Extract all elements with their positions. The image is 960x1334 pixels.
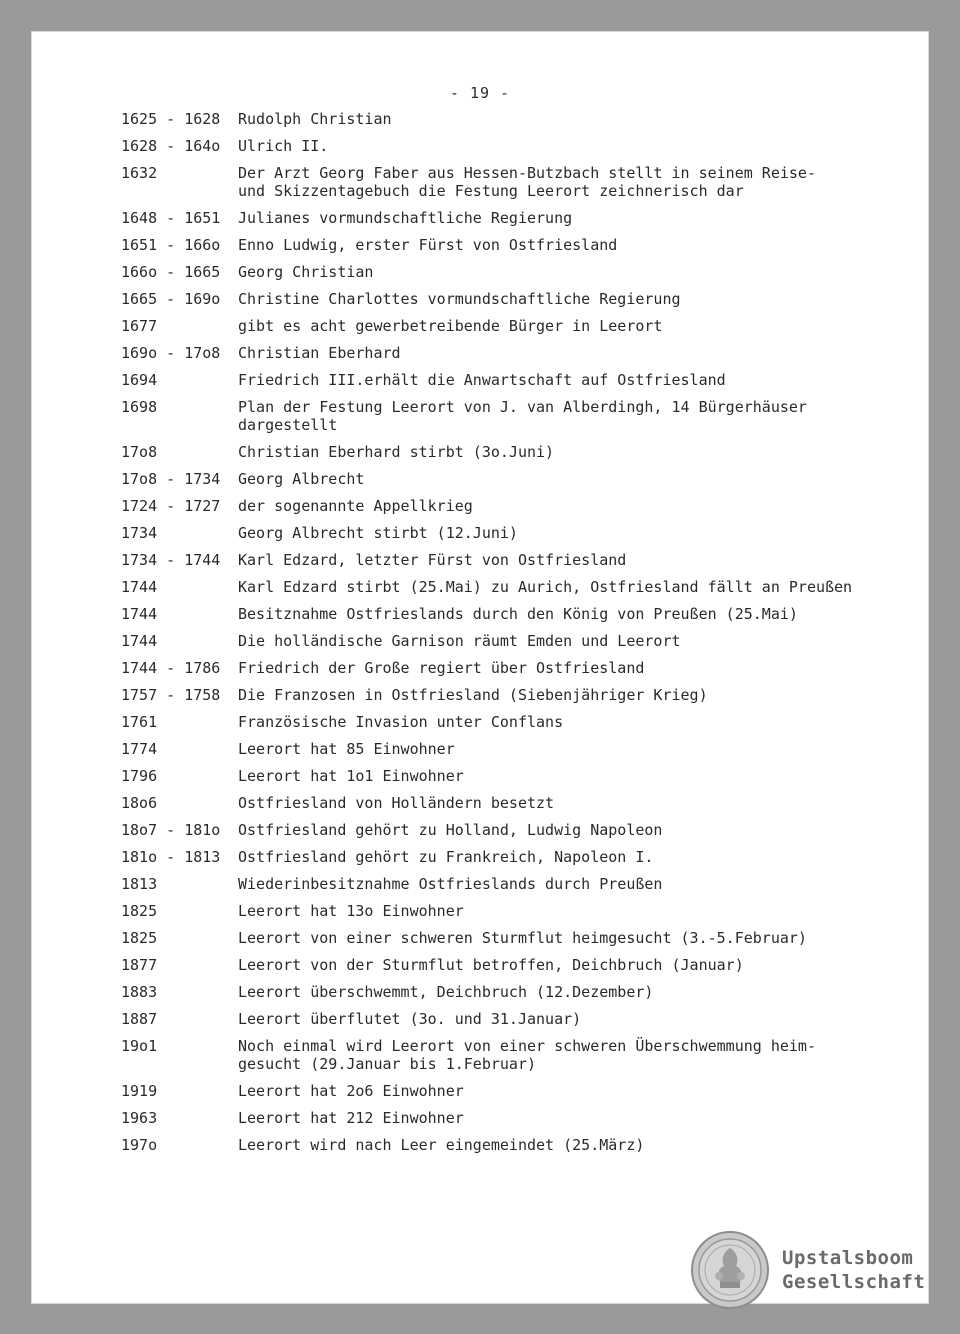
- chronology-entry: [121, 137, 861, 155]
- chronology-entry: [121, 956, 861, 974]
- chronology-entry: [121, 524, 861, 542]
- chronology-entry: [121, 794, 861, 812]
- entry-event: Karl Edzard, letzter Fürst von Ostfriesland: [238, 551, 627, 569]
- entry-date: 1887: [121, 1010, 158, 1028]
- entry-event: Leerort hat 212 Einwohner: [238, 1109, 464, 1127]
- entry-event: Leerort überschwemmt, Deichbruch (12.Dezember): [238, 983, 654, 1001]
- chronology-entry: [121, 902, 861, 920]
- entry-event: Ostfriesland gehört zu Frankreich, Napoleon I.: [238, 848, 654, 866]
- chronology-entry: [121, 317, 861, 335]
- entry-event: Georg Albrecht: [238, 470, 365, 488]
- entry-date: 181o - 1813: [121, 848, 221, 866]
- chronology-entry: [121, 110, 861, 128]
- entry-date: 18o6: [121, 794, 158, 812]
- entry-date: 1877: [121, 956, 158, 974]
- entry-event: Leerort hat 1o1 Einwohner: [238, 767, 464, 785]
- chronology-entry: [121, 713, 861, 731]
- entry-date: 1628 - 164o: [121, 137, 221, 155]
- entry-date: 1724 - 1727: [121, 497, 221, 515]
- chronology-entry: [121, 875, 861, 893]
- entry-date: 1698: [121, 398, 158, 416]
- chronology-entry: [121, 1037, 861, 1073]
- entry-event: Leerort überflutet (3o. und 31.Januar): [238, 1010, 582, 1028]
- entry-event: Ulrich II.: [238, 137, 329, 155]
- entry-event: Rudolph Christian: [238, 110, 392, 128]
- entry-date: 1651 - 166o: [121, 236, 221, 254]
- entry-event: Noch einmal wird Leerort von einer schweren Überschwemmung heim- gesucht (29.Januar bis 1.Februar): [238, 1037, 816, 1073]
- entry-event: Georg Christian: [238, 263, 374, 281]
- entry-event: Christine Charlottes vormundschaftliche Regierung: [238, 290, 681, 308]
- chronology-entry: [121, 659, 861, 677]
- chronology-entry: [121, 290, 861, 308]
- chronology-entry: [121, 209, 861, 227]
- entry-event: Christian Eberhard stirbt (3o.Juni): [238, 443, 555, 461]
- entry-date: 1677: [121, 317, 158, 335]
- entry-event: Wiederinbesitznahme Ostfrieslands durch Preußen: [238, 875, 663, 893]
- entry-date: 1883: [121, 983, 158, 1001]
- entry-event: Ostfriesland gehört zu Holland, Ludwig Napoleon: [238, 821, 663, 839]
- entry-date: 17o8 - 1734: [121, 470, 221, 488]
- entry-date: 1813: [121, 875, 158, 893]
- entry-date: 1825: [121, 929, 158, 947]
- entry-date: 1648 - 1651: [121, 209, 221, 227]
- entry-date: 1734 - 1744: [121, 551, 221, 569]
- entry-date: 19o1: [121, 1037, 158, 1055]
- chronology-list: [121, 110, 861, 1163]
- entry-date: 1963: [121, 1109, 158, 1127]
- entry-event: Ostfriesland von Holländern besetzt: [238, 794, 555, 812]
- chronology-entry: [121, 497, 861, 515]
- chronology-entry: [121, 371, 861, 389]
- chronology-entry: [121, 443, 861, 461]
- entry-date: 1734: [121, 524, 158, 542]
- entry-event: der sogenannte Appellkrieg: [238, 497, 473, 515]
- chronology-entry: [121, 821, 861, 839]
- entry-event: Christian Eberhard: [238, 344, 401, 362]
- entry-event: Die holländische Garnison räumt Emden und Leerort: [238, 632, 681, 650]
- entry-date: 1694: [121, 371, 158, 389]
- entry-date: 1796: [121, 767, 158, 785]
- society-seal-icon: [690, 1230, 770, 1310]
- entry-date: 1761: [121, 713, 158, 731]
- entry-event: gibt es acht gewerbetreibende Bürger in Leerort: [238, 317, 663, 335]
- entry-date: 1919: [121, 1082, 158, 1100]
- chronology-entry: [121, 1082, 861, 1100]
- entry-date: 1744: [121, 605, 158, 623]
- publisher-name: [782, 1246, 932, 1294]
- entry-date: 17o8: [121, 443, 158, 461]
- entry-date: 1744: [121, 632, 158, 650]
- entry-date: 18o7 - 181o: [121, 821, 221, 839]
- entry-event: Leerort von einer schweren Sturmflut heimgesucht (3.-5.Februar): [238, 929, 807, 947]
- entry-date: 1744: [121, 578, 158, 596]
- chronology-entry: [121, 767, 861, 785]
- entry-date: 1632: [121, 164, 158, 182]
- entry-event: Besitznahme Ostfrieslands durch den König von Preußen (25.Mai): [238, 605, 798, 623]
- entry-event: Plan der Festung Leerort von J. van Alberdingh, 14 Bürgerhäuser dargestellt: [238, 398, 807, 434]
- entry-event: Die Franzosen in Ostfriesland (Siebenjähriger Krieg): [238, 686, 708, 704]
- entry-event: Der Arzt Georg Faber aus Hessen-Butzbach stellt in seinem Reise- und Skizzentagebuch die Festung Leerort zeichnerisch dar: [238, 164, 816, 200]
- chronology-entry: [121, 1109, 861, 1127]
- chronology-entry: [121, 929, 861, 947]
- entry-date: 1757 - 1758: [121, 686, 221, 704]
- chronology-entry: [121, 1010, 861, 1028]
- chronology-entry: [121, 578, 861, 596]
- chronology-entry: [121, 740, 861, 758]
- chronology-entry: [121, 983, 861, 1001]
- chronology-entry: [121, 236, 861, 254]
- publisher-line-2: Gesellschaft: [782, 1271, 926, 1293]
- entry-event: Leerort hat 13o Einwohner: [238, 902, 464, 920]
- entry-event: Julianes vormundschaftliche Regierung: [238, 209, 573, 227]
- entry-event: Friedrich der Große regiert über Ostfriesland: [238, 659, 645, 677]
- chronology-entry: [121, 263, 861, 281]
- entry-date: 1774: [121, 740, 158, 758]
- entry-event: Karl Edzard stirbt (25.Mai) zu Aurich, Ostfriesland fällt an Preußen: [238, 578, 853, 596]
- chronology-entry: [121, 164, 861, 200]
- chronology-entry: [121, 686, 861, 704]
- chronology-entry: [121, 632, 861, 650]
- chronology-entry: [121, 1136, 861, 1154]
- entry-date: 1744 - 1786: [121, 659, 221, 677]
- entry-event: Leerort wird nach Leer eingemeindet (25.März): [238, 1136, 645, 1154]
- entry-date: 169o - 17o8: [121, 344, 221, 362]
- entry-event: Französische Invasion unter Conflans: [238, 713, 564, 731]
- entry-event: Leerort hat 2o6 Einwohner: [238, 1082, 464, 1100]
- chronology-entry: [121, 848, 861, 866]
- publisher-line-1: Upstalsboom: [782, 1247, 914, 1269]
- entry-date: 1625 - 1628: [121, 110, 221, 128]
- entry-event: Leerort von der Sturmflut betroffen, Deichbruch (Januar): [238, 956, 744, 974]
- entry-event: Friedrich III.erhält die Anwartschaft auf Ostfriesland: [238, 371, 726, 389]
- entry-date: 1665 - 169o: [121, 290, 221, 308]
- chronology-entry: [121, 470, 861, 488]
- chronology-entry: [121, 344, 861, 362]
- chronology-entry: [121, 551, 861, 569]
- entry-event: Georg Albrecht stirbt (12.Juni): [238, 524, 518, 542]
- entry-event: Enno Ludwig, erster Fürst von Ostfriesland: [238, 236, 618, 254]
- entry-date: 1825: [121, 902, 158, 920]
- entry-date: 197o: [121, 1136, 158, 1154]
- entry-event: Leerort hat 85 Einwohner: [238, 740, 455, 758]
- entry-date: 166o - 1665: [121, 263, 221, 281]
- chronology-entry: [121, 605, 861, 623]
- chronology-entry: [121, 398, 861, 434]
- page-number: - 19 -: [449, 84, 511, 102]
